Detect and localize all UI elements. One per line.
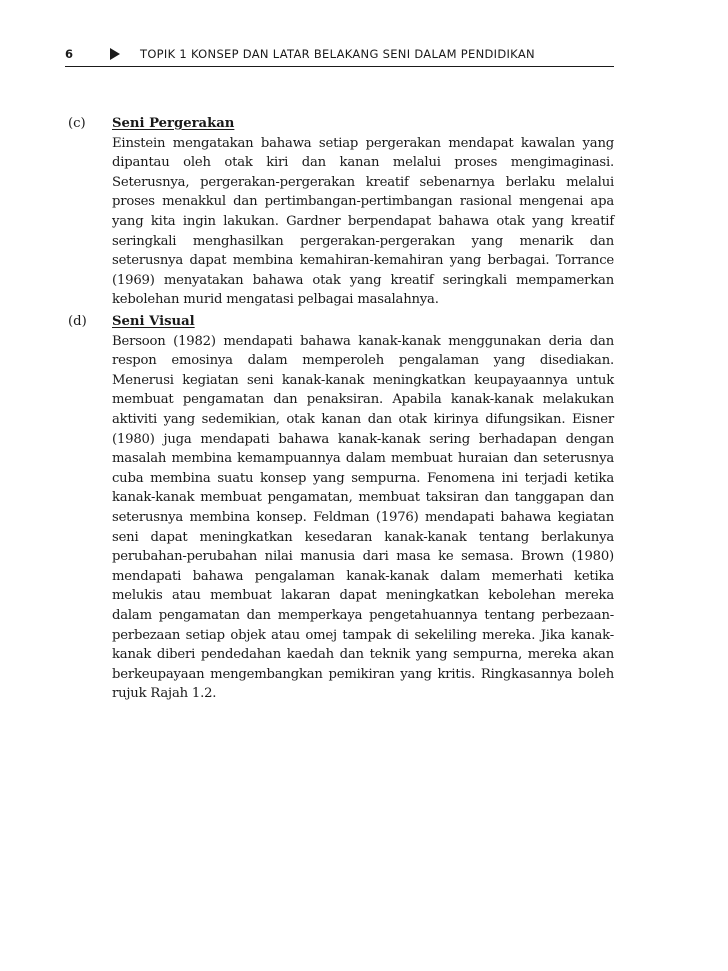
section-body: Einstein mengatakan bahawa setiap pergerakan mendapat kawalan yang dipantau oleh otak kiri dan kanan melalui proses mengimaginasi. Seterusnya, pergerakan-pergerakan kreatif sebenarnya berlaku melalui proses menakkul dan pertimbangan-pertimbangan rasional mengenai apa yang kita ingin lakukan. Gardner berpendapat bahawa otak yang kreatif seringkali menghasilkan pergerakan-pergerakan yang menarik dan seterusnya dapat membina kemahiran-kemahiran yang berbagai. Torrance (1969) menyatakan bahawa otak yang kreatif seringkali mempamerkan kebolehan murid mengatasi pelbagai masalahnya. (112, 135, 614, 308)
section-heading: Seni Pergerakan (112, 116, 235, 131)
running-title: TOPIK 1 KONSEP DAN LATAR BELAKANG SENI DALAM PENDIDIKAN (140, 47, 535, 61)
header-divider (65, 66, 614, 67)
triangle-right-icon (110, 48, 120, 60)
section-marker: (d) (68, 314, 87, 329)
page-number: 6 (65, 47, 74, 61)
section-seni-pergerakan (68, 114, 614, 310)
section-marker: (c) (68, 116, 86, 131)
page-header (65, 44, 614, 66)
section-heading: Seni Visual (112, 314, 195, 329)
section-seni-visual (68, 312, 614, 704)
section-body: Bersoon (1982) mendapati bahawa kanak-kanak menggunakan deria dan respon emosinya dalam memperoleh pengalaman yang disediakan. Menerusi kegiatan seni kanak-kanak meningkatkan keupayaannya untuk membuat pengamatan dan penaksiran. Apabila kanak-kanak melakukan aktiviti yang sedemikian, otak kanan dan otak kirinya difungsikan. Eisner (1980) juga mendapati bahawa kanak-kanak sering berhadapan dengan masalah membina kemampuannya dalam membuat huraian dan seterusnya cuba membina suatu konsep yang sempurna. Fenomena ini terjadi ketika kanak-kanak membuat pengamatan, membuat taksiran dan tanggapan dan seterusnya membina konsep. Feldman (1976) mendapati bahawa kegiatan seni dapat meningkatkan kesedaran kanak-kanak tentang berlakunya perubahan-perubahan nilai manusia dari masa ke semasa. Brown (1980) mendapati bahawa pengalaman kanak-kanak dalam memerhati ketika melukis atau membuat lakaran dapat meningkatkan kebolehan mereka dalam pengamatan dan memperkaya pengetahuannya tentang perbezaan-perbezaan setiap objek atau omej tampak di sekeliling mereka. Jika kanak-kanak diberi pendedahan kaedah dan teknik yang sempurna, mereka akan berkeupayaan mengembangkan pemikiran yang kritis. Ringkasannya boleh rujuk Rajah 1.2. (112, 333, 614, 702)
